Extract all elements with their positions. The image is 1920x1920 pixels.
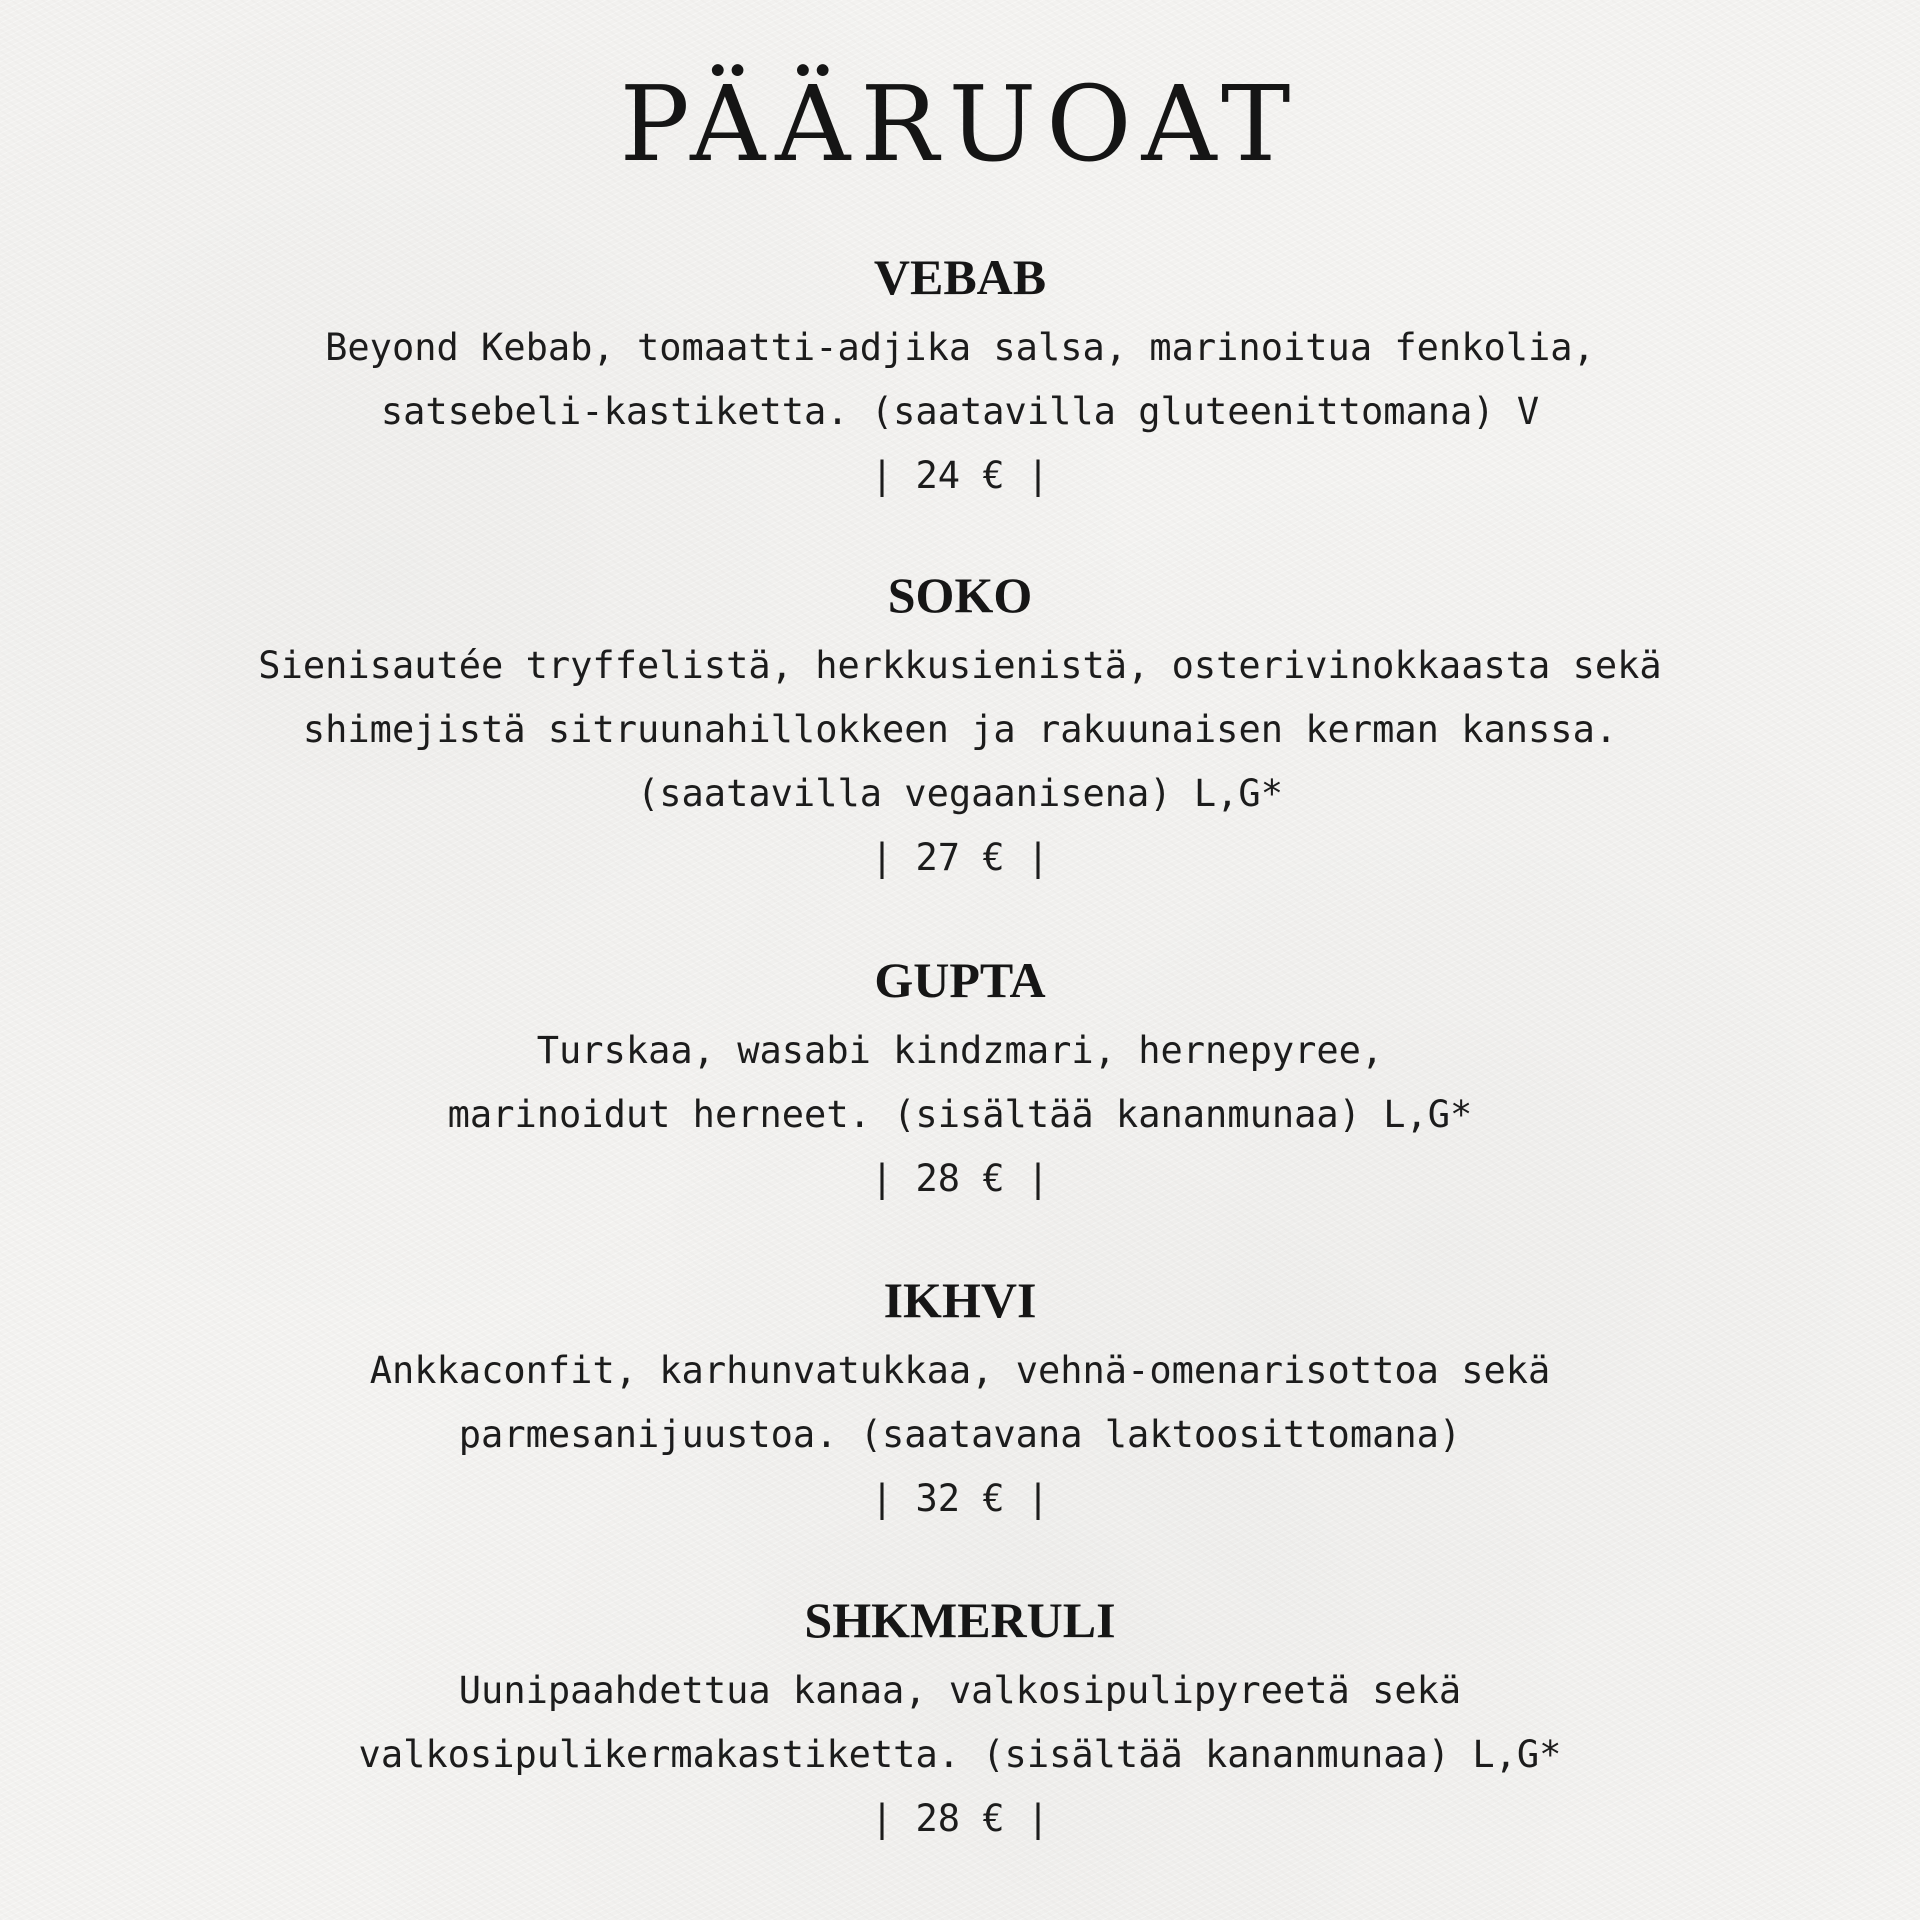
dish-description-line: Uunipaahdettua kanaa, valkosipulipyreetä sekä xyxy=(458,1669,1462,1712)
dish-name: SOKO xyxy=(887,567,1033,623)
dish-description-line: Beyond Kebab, tomaatti-adjika salsa, marinoitua fenkolia, xyxy=(325,326,1595,369)
menu-item-ikhvi xyxy=(0,1272,1920,1531)
dish-price: | 24 € | xyxy=(870,454,1050,497)
dish-description-line: marinoidut herneet. (sisältää kananmunaa) L,G* xyxy=(447,1093,1473,1136)
menu-item-soko xyxy=(0,567,1920,890)
dish-description-line: valkosipulikermakastiketta. (sisältää kananmunaa) L,G* xyxy=(358,1733,1562,1776)
menu-item-gupta xyxy=(0,952,1920,1211)
dish-description-line: Turskaa, wasabi kindzmari, hernepyree, xyxy=(536,1029,1384,1072)
dish-description-line: Ankkaconfit, karhunvatukkaa, vehnä-omenarisottoa sekä xyxy=(369,1349,1551,1392)
dish-name: GUPTA xyxy=(874,952,1046,1008)
menu-title: PÄÄRUOAT xyxy=(619,63,1301,185)
dish-name: IKHVI xyxy=(883,1272,1037,1328)
dish-description-line: Sienisautée tryffelistä, herkkusienistä, osterivinokkaasta sekä xyxy=(258,644,1662,687)
dish-description-line: satsebeli-kastiketta. (saatavilla gluteenittomana) V xyxy=(380,390,1540,433)
menu-item-shkmeruli xyxy=(0,1592,1920,1851)
menu-item-vebab xyxy=(0,249,1920,508)
dish-description-line: shimejistä sitruunahillokkeen ja rakuunaisen kerman kanssa. xyxy=(302,708,1618,751)
dish-description-line: parmesanijuustoa. (saatavana laktoosittomana) xyxy=(458,1413,1462,1456)
dish-name: SHKMERULI xyxy=(804,1592,1116,1648)
dish-description-line: (saatavilla vegaanisena) L,G* xyxy=(636,772,1283,815)
dish-price: | 28 € | xyxy=(870,1157,1050,1200)
dish-price: | 27 € | xyxy=(870,836,1050,879)
dish-price: | 32 € | xyxy=(870,1477,1050,1520)
dish-name: VEBAB xyxy=(873,249,1047,305)
dish-price: | 28 € | xyxy=(870,1797,1050,1840)
